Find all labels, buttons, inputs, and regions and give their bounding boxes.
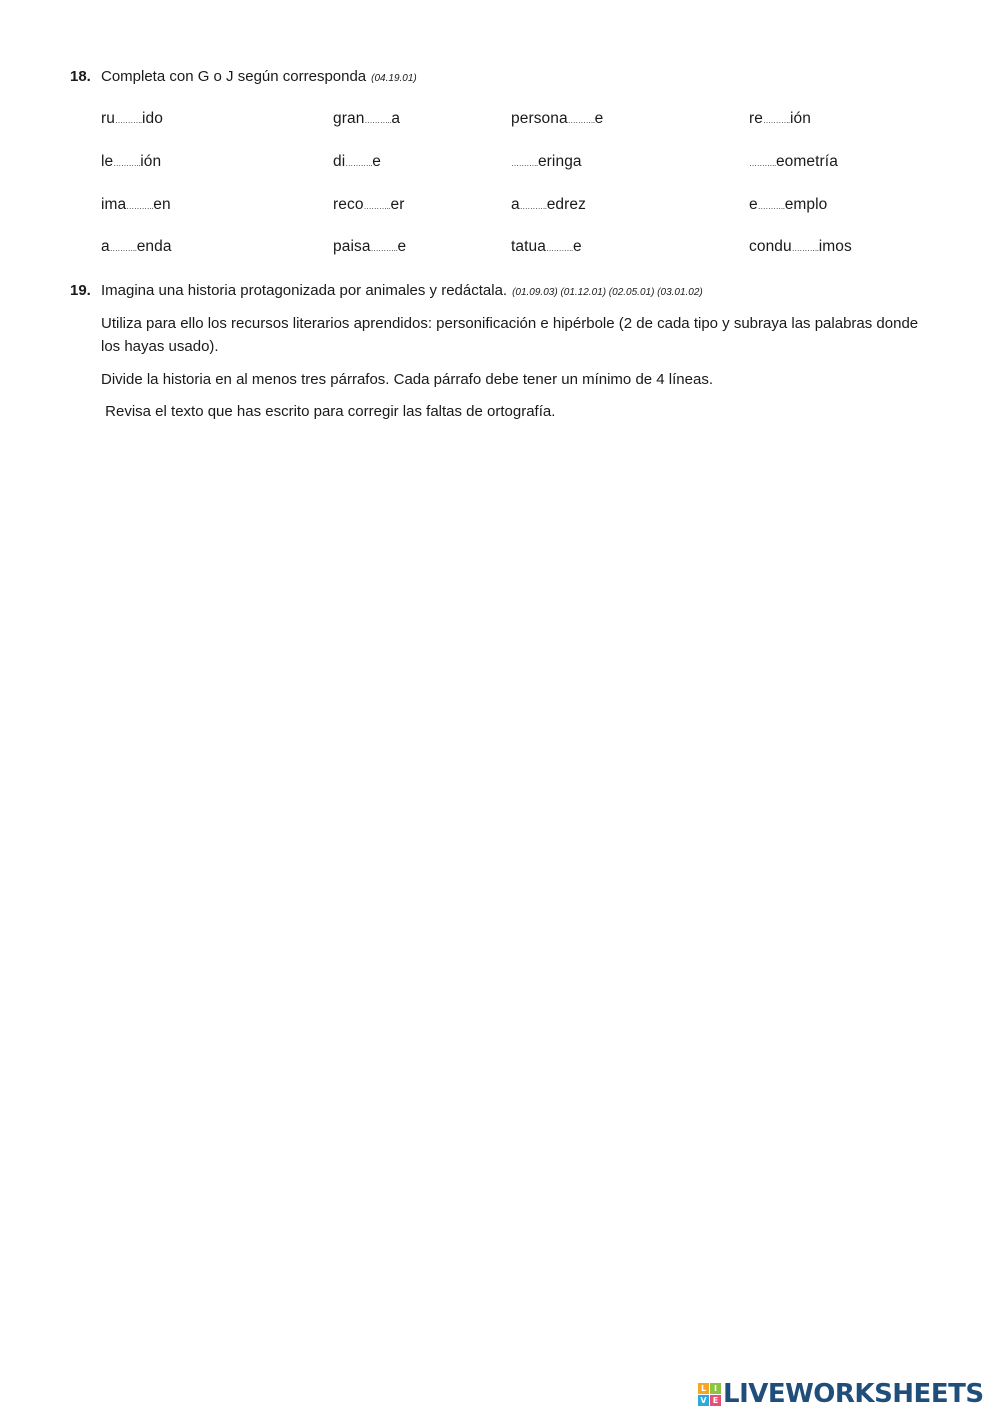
blank-input[interactable]: ……….. [519,202,547,211]
word-item: paisa………..e [333,238,407,255]
instruction-paragraph: Utiliza para ello los recursos literarios aprendidos: personificación e hipérbole (2 de cada tipo y subraya las palabras donde los hayas usado). [101,315,919,355]
blank-input[interactable]: ……….. [762,116,790,125]
logo-blocks-icon: L I V E [698,1383,721,1406]
word-item: re………..ión [749,110,811,127]
question-18-number: 18. [70,68,91,85]
word-item: persona………..e [511,110,604,127]
question-19-header [70,282,930,299]
word-item: a………..enda [101,238,172,255]
logo-text: LIVEWORKSHEETS [723,1379,984,1409]
word-grid [101,110,921,270]
liveworksheets-logo [698,1379,984,1409]
word-item: a………..edrez [511,196,586,213]
word-item: gran………..a [333,110,401,127]
blank-input[interactable]: ……….. [345,159,373,168]
word-item: tatua………..e [511,238,582,255]
blank-input[interactable]: ……….. [749,159,776,168]
question-19-code: (01.09.03) (01.12.01) (02.05.01) (03.01.02) [512,287,703,298]
word-item: ………..eringa [511,153,582,170]
blank-input[interactable]: ……….. [511,159,538,168]
blank-input[interactable]: ……….. [126,202,154,211]
blank-input[interactable]: ……….. [364,116,392,125]
instruction-paragraph: Divide la historia en al menos tres párrafos. Cada párrafo debe tener un mínimo de 4 líneas. [101,371,713,388]
blank-input[interactable]: ……….. [545,244,573,253]
word-item: ima………..en [101,196,171,213]
word-item: ru………..ido [101,110,163,127]
blank-input[interactable]: ……….. [109,244,137,253]
question-18-header [70,68,930,85]
word-item: reco………..er [333,196,405,213]
instruction-paragraph: Revisa el texto que has escrito para corregir las faltas de ortografía. [101,403,556,420]
question-19-number: 19. [70,282,91,299]
blank-input[interactable]: ……….. [791,244,819,253]
blank-input[interactable]: ……….. [114,116,142,125]
question-18-code: (04.19.01) [371,73,417,84]
blank-input[interactable]: ……….. [757,202,785,211]
word-item: le………..ión [101,153,162,170]
blank-input[interactable]: ……….. [113,159,141,168]
word-item: di………..e [333,153,381,170]
blank-input[interactable]: ……….. [363,202,391,211]
word-item: condu………..imos [749,238,852,255]
blank-input[interactable]: ……….. [370,244,398,253]
question-19-text: Imagina una historia protagonizada por animales y redáctala. [101,282,508,299]
word-item: e………..emplo [749,196,828,213]
blank-input[interactable]: ……….. [567,116,595,125]
question-18-text: Completa con G o J según corresponda [101,68,367,85]
word-item: ………..eometría [749,153,838,170]
